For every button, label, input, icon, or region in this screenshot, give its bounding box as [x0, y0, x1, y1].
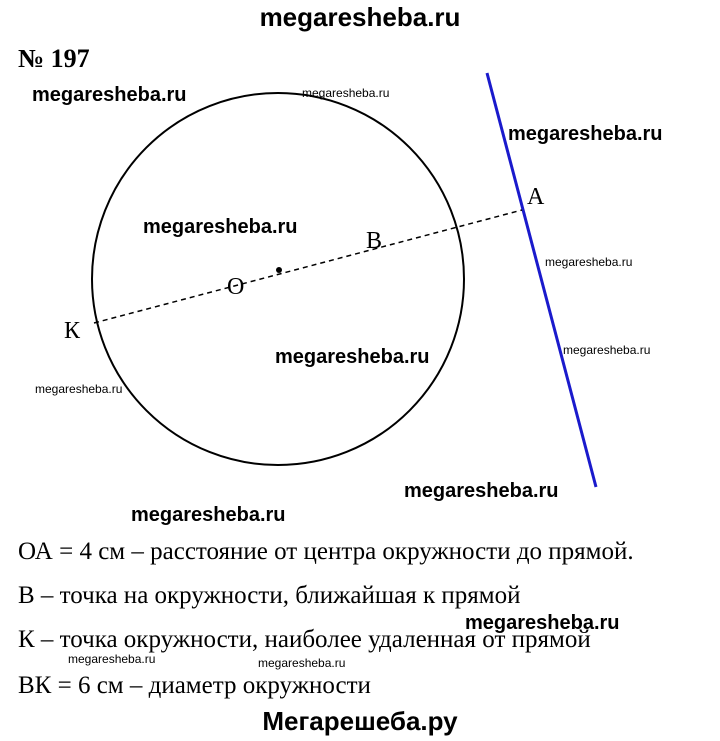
watermark: megaresheba.ru — [508, 123, 663, 145]
watermark: megaresheba.ru — [275, 346, 430, 368]
site-header: megaresheba.ru — [259, 2, 461, 32]
solution-line-3: К – точка окружности, наиболее удаленная от прямой — [18, 626, 591, 653]
solution-line-2: В – точка на окружности, ближайшая к прямой — [18, 582, 521, 609]
circle — [92, 93, 464, 465]
label-k: К — [64, 318, 81, 344]
watermark: megaresheba.ru — [545, 255, 633, 269]
label-o: О — [227, 274, 245, 300]
watermark: megaresheba.ru — [131, 504, 286, 526]
watermark: megaresheba.ru — [143, 216, 298, 238]
watermark: megaresheba.ru — [68, 652, 156, 666]
site-footer: Мегарешеба.ру — [262, 706, 458, 736]
center-point — [276, 267, 282, 273]
solution-line-1: ОА = 4 см – расстояние от центра окружности до прямой. — [18, 538, 634, 565]
watermark: megaresheba.ru — [404, 480, 559, 502]
watermark: megaresheba.ru — [302, 86, 390, 100]
watermark: megaresheba.ru — [258, 656, 346, 670]
solution-line-4: ВК = 6 см – диаметр окружности — [18, 672, 371, 699]
label-b: В — [366, 228, 383, 254]
watermark: megaresheba.ru — [32, 84, 187, 106]
watermark: megaresheba.ru — [35, 382, 123, 396]
watermark: megaresheba.ru — [563, 343, 651, 357]
label-a: А — [527, 184, 545, 210]
problem-number: № 197 — [18, 44, 90, 73]
watermark: megaresheba.ru — [465, 612, 620, 634]
